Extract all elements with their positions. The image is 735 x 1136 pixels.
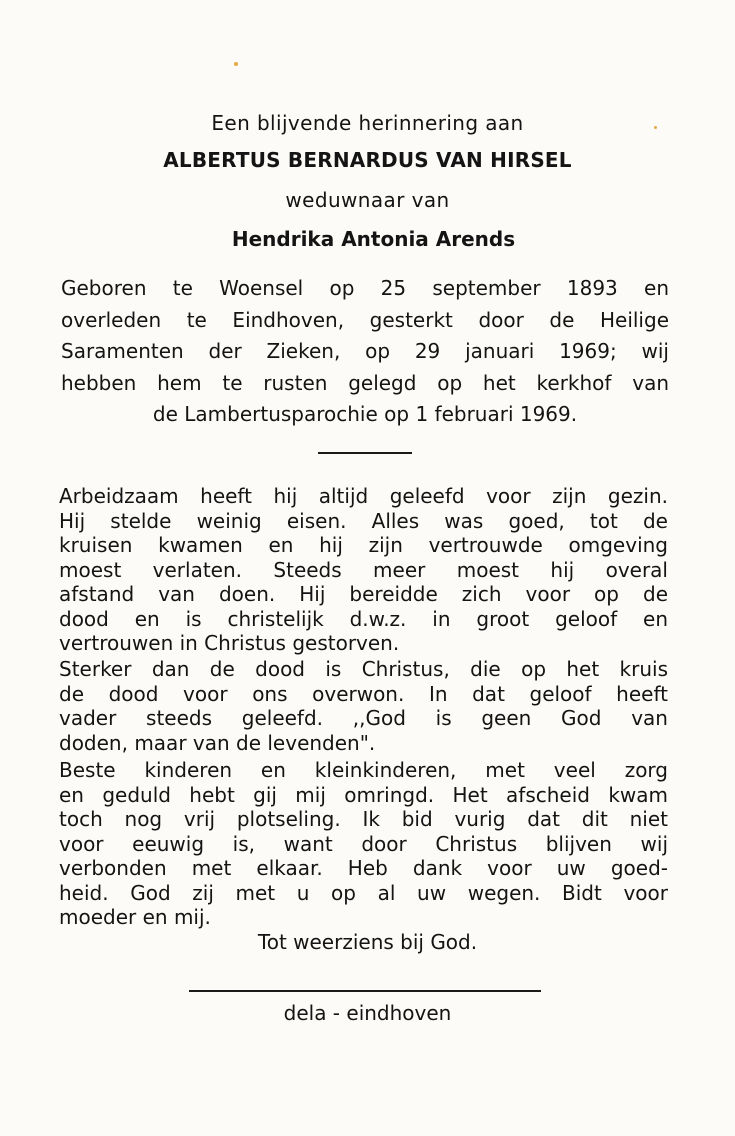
paragraph-line: Arbeidzaam heeft hij altijd geleefd voor zijn gezin. <box>59 484 668 508</box>
biography <box>61 273 669 431</box>
paragraph-faith <box>59 657 668 755</box>
divider <box>318 452 412 454</box>
paragraph-line: vader steeds geleefd. ,,God is geen God van <box>59 706 668 730</box>
paragraph-life <box>59 484 668 656</box>
paragraph-line: Beste kinderen en kleinkinderen, met veel zorg <box>59 758 668 782</box>
paragraph-line: verbonden met elkaar. Heb dank voor uw goed- <box>59 856 668 880</box>
paragraph-farewell <box>59 758 668 930</box>
divider <box>189 990 541 992</box>
paragraph-line: afstand van doen. Hij bereidde zich voor op de <box>59 582 668 606</box>
paragraph-line: moeder en mij. <box>59 905 211 929</box>
paragraph-line: heid. God zij met u op al uw wegen. Bidt voor <box>59 880 668 905</box>
closing-text: Tot weerziens bij God. <box>257 930 478 954</box>
printer-credit: dela - eindhoven <box>283 1001 452 1025</box>
paragraph-line: Hij stelde weinig eisen. Alles was goed, tot de <box>59 508 668 533</box>
intro-text: Een blijvende herinnering aan <box>211 111 524 135</box>
biography-line: overleden te Eindhoven, gesterkt door de Heilige <box>61 307 669 332</box>
paragraph-line: moest verlaten. Steeds meer moest hij overal <box>59 557 668 582</box>
biography-line: hebben hem te rusten gelegd op het kerkhof van <box>61 370 669 395</box>
paragraph-line: kruisen kwamen en hij zijn vertrouwde omgeving <box>59 533 668 557</box>
deceased-name: ALBERTUS BERNARDUS VAN HIRSEL <box>163 148 572 172</box>
paragraph-line: doden, maar van de levenden". <box>59 730 376 755</box>
paragraph-line: de dood voor ons overwon. In dat geloof heeft <box>59 681 668 706</box>
biography-line: Saramenten der Zieken, op 29 januari 1969; wij <box>61 339 669 363</box>
paragraph-line: toch nog vrij plotseling. Ik bid vurig dat dit niet <box>59 807 668 831</box>
paragraph-line: voor eeuwig is, want door Christus blijven wij <box>59 831 668 856</box>
paragraph-line: dood en is christelijk d.w.z. in groot geloof en <box>59 606 668 631</box>
paragraph-line: vertrouwen in Christus gestorven. <box>59 631 400 655</box>
ink-speck <box>234 62 238 66</box>
biography-line: de Lambertusparochie op 1 februari 1969. <box>152 402 578 426</box>
paragraph-line: en geduld hebt gij mij omringd. Het afscheid kwam <box>59 782 668 807</box>
relation-text: weduwnaar van <box>285 188 450 212</box>
paragraph-line: Sterker dan de dood is Christus, die op het kruis <box>59 657 668 681</box>
spouse-name: Hendrika Antonia Arends <box>231 227 516 251</box>
biography-line: Geboren te Woensel op 25 september 1893 en <box>61 276 669 300</box>
